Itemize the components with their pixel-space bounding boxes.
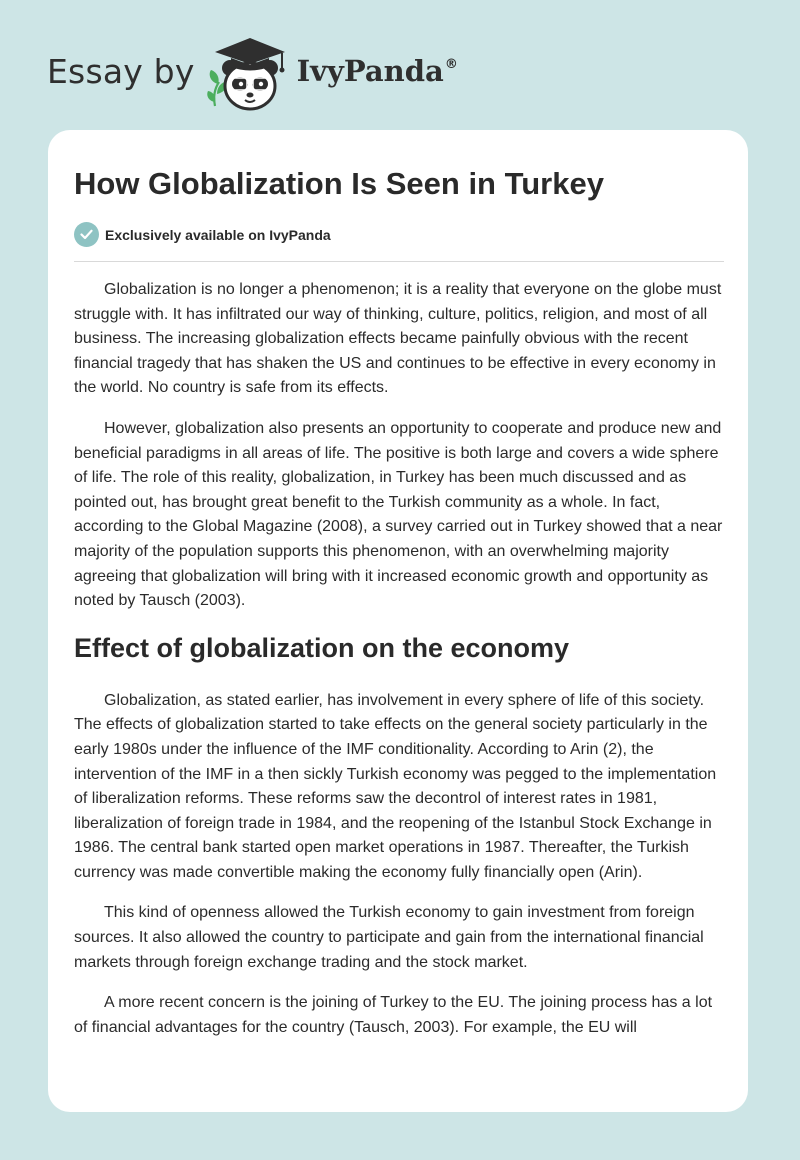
brand-prefix: Essay by — [47, 51, 195, 91]
paragraph: However, globalization also presents an opportunity to cooperate and produce new and beneficial paradigms in all areas of life. The positive is both large and covers a wide sphere of life. The role of this reality, globalization, in Turkey has been much discussed and as pointed out, has brought great benefit to the Turkish community as a whole. In fact, according to the Global Magazine (2008), a survey carried out in Turkey showed that a near majority of the population supports this phenomenon, with an overwhelming majority agreeing that globalization will bring with it increased economic growth and opportunity as noted by Tausch (2003). — [74, 419, 723, 610]
page-title: How Globalization Is Seen in Turkey — [74, 166, 604, 201]
check-icon — [74, 222, 99, 247]
paragraph: This kind of openness allowed the Turkish economy to gain investment from foreign sources. It also allowed the country to participate and gain from the international financial markets through foreign exchange trading and the stock market. — [74, 904, 704, 971]
site-logo[interactable] — [47, 34, 458, 114]
paragraph: A more recent concern is the joining of Turkey to the EU. The joining process has a lot of financial advantages for the country (Tausch, 2003). For example, the EU will — [74, 994, 713, 1036]
paragraph: Globalization, as stated earlier, has involvement in every sphere of life of this society. The effects of globalization started to take effects on the general society particularly in the early 1980s under the influence of the IMF conditionality. According to Arin (2), the intervention of the IMF in a then sickly Turkish economy was pegged to the implementation of liberalization reforms. These reforms saw the decontrol of interest rates in 1981, liberalization of foreign trade in 1984, and the reopening of the Istanbul Stock Exchange in 1986. The central bank started open market operations in 1987. Thereafter, the Turkish currency was made convertible making the economy fully financially open (Arin). — [74, 691, 717, 881]
panda-graduate-icon — [205, 34, 295, 114]
essay-body — [74, 278, 724, 1056]
essay-card — [48, 130, 748, 1112]
title-divider — [74, 261, 724, 262]
brand-name — [297, 54, 458, 88]
paragraph: Globalization is no longer a phenomenon; it is a reality that everyone on the globe must struggle with. It has infiltrated our way of thinking, culture, politics, religion, and most of all business. The increasing globalization effects became painfully obvious with the recent financial tragedy that has shaken the US and continues to be effective in every economy in the world. No country is safe from its effects. — [74, 281, 722, 397]
exclusive-badge — [74, 222, 331, 247]
brand-name-text: IvyPanda — [296, 54, 444, 88]
registered-mark: ® — [444, 57, 458, 72]
exclusive-badge-label: Exclusively available on IvyPanda — [105, 226, 331, 243]
section-heading: Effect of globalization on the economy — [74, 632, 570, 663]
